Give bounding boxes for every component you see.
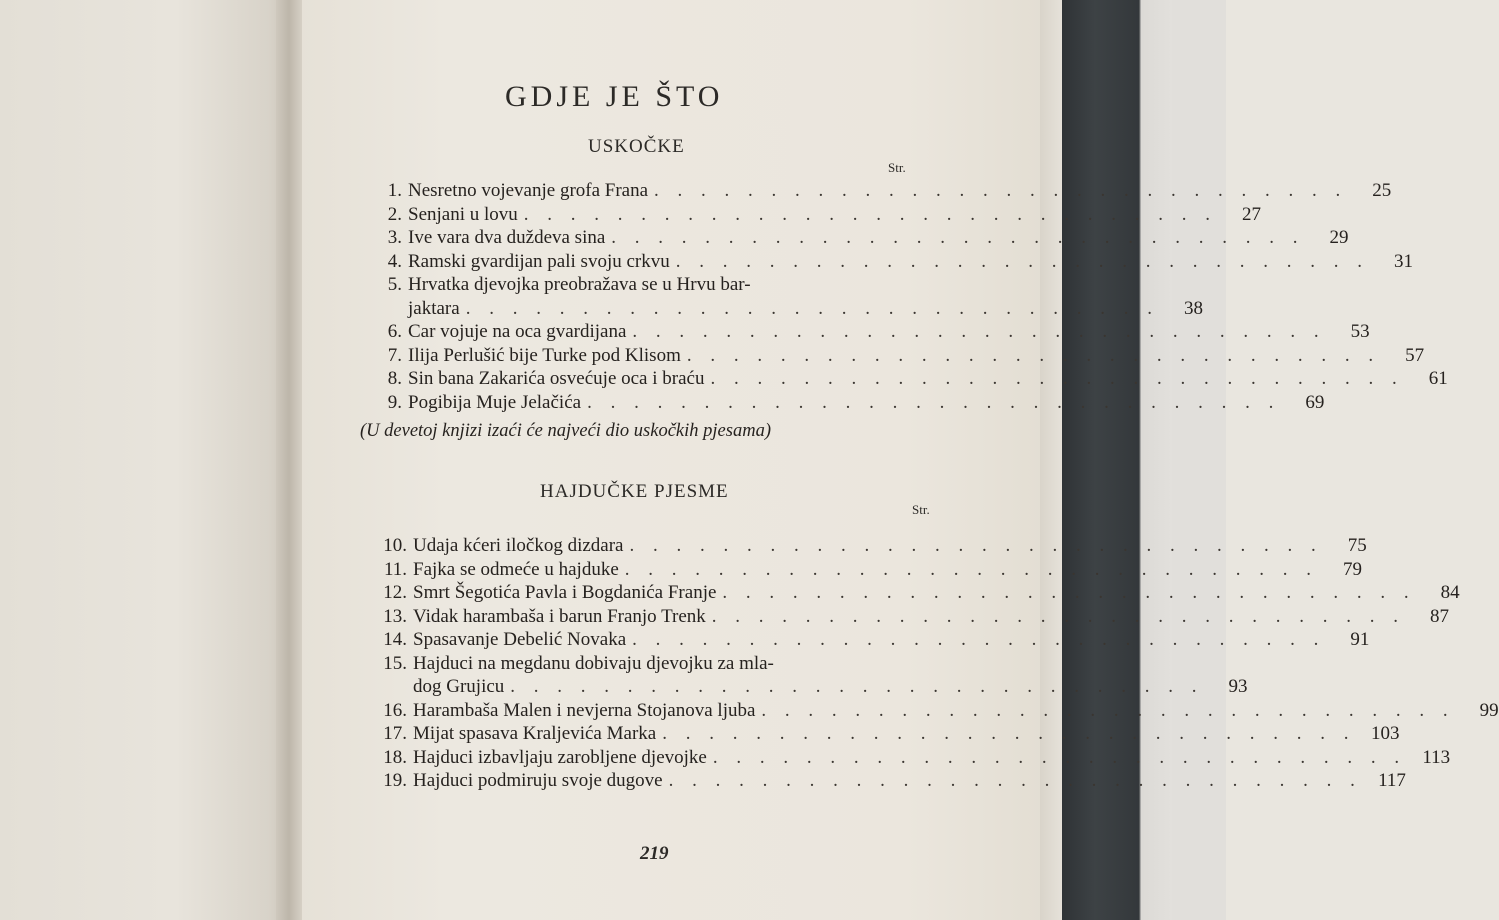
dot-leader: . . . . . . . . . . . . . . . . . . . . . . . . . . . . . .	[624, 558, 1319, 580]
entry-number: 4.	[387, 250, 402, 272]
entry-number: 12.	[383, 582, 407, 603]
dot-leader: . . . . . . . . . . . . . . . . . . . . . . . . . . . . . .	[686, 344, 1381, 366]
dot-leader: . . . . . . . . . . . . . . . . . . . . . . . . . . . . . .	[712, 746, 1407, 768]
entry-number: 11.	[383, 558, 407, 580]
entry-page: 84	[1440, 582, 1460, 603]
entry-title: Ramski gvardijan pali svoju crkvu	[408, 250, 670, 272]
entry-title: Ilija Perlušić bije Turke pod Klisom	[408, 344, 681, 366]
page-column-label: Str.	[888, 160, 906, 175]
toc-entry	[345, 699, 1499, 724]
entry-title: Fajka se odmeće u hajduke	[413, 558, 619, 580]
toc-entry	[345, 535, 1367, 559]
entry-page: 103	[1370, 723, 1400, 744]
entry-page: 87	[1430, 605, 1450, 627]
entry-title: Car vojuje na oca gvardijana	[408, 321, 627, 342]
entry-number: 18.	[383, 746, 407, 768]
book-gutter	[276, 0, 302, 920]
toc-entry	[345, 653, 960, 677]
entry-number: 1.	[387, 180, 402, 201]
toc-entry	[345, 558, 1363, 583]
entry-title: Vidak harambaša i barun Franjo Trenk	[413, 605, 706, 627]
entry-number: 2.	[387, 203, 402, 225]
entry-number: 16.	[383, 699, 407, 721]
toc-list-hajducke	[345, 535, 1499, 794]
entry-title-continued: jaktara	[408, 297, 460, 319]
entry-page: 61	[1428, 368, 1448, 389]
toc-entry	[340, 250, 1413, 275]
entry-number: 14.	[383, 629, 407, 650]
section-heading-uskocke: USKOČKE	[588, 136, 685, 157]
entry-title: Hrvatka djevojka preobražava se u Hrvu bar-	[408, 274, 751, 295]
entry-title: Nesretno vojevanje grofa Frana	[408, 180, 649, 201]
dot-leader: . . . . . . . . . . . . . . . . . . . . . . . . . . . . . .	[587, 391, 1281, 413]
dot-leader: . . . . . . . . . . . . . . . . . . . . . . . . . . . . . .	[632, 321, 1326, 342]
left-page	[0, 0, 292, 920]
entry-title: Senjani u lovu	[408, 203, 518, 225]
toc-entry	[345, 723, 1400, 747]
entry-number: 7.	[387, 344, 402, 366]
entry-page: 53	[1350, 321, 1370, 342]
dot-leader: . . . . . . . . . . . . . . . . . . . . . . . . . . . . . .	[654, 180, 1348, 201]
dot-leader: . . . . . . . . . . . . . . . . . . . . . . . . . . . . . .	[722, 582, 1416, 603]
dot-leader: . . . . . . . . . . . . . . . . . . . . . . . . . . . . . .	[465, 297, 1159, 319]
toc-entry	[345, 605, 1450, 630]
entry-number: 3.	[387, 227, 402, 248]
entry-page: 99	[1479, 699, 1499, 721]
entry-page: 113	[1422, 746, 1451, 768]
toc-entry	[340, 391, 1325, 416]
entry-title: Sin bana Zakarića osvećuje oca i braću	[408, 368, 705, 389]
entry-page: 29	[1329, 227, 1349, 248]
page-column-label: Str.	[912, 502, 930, 517]
section-note: (U devetoj knjizi izaći će najveći dio uskočkih pjesama)	[360, 421, 771, 441]
section-heading-hajducke: HAJDUČKE PJESME	[540, 481, 729, 502]
dot-leader: . . . . . . . . . . . . . . . . . . . . . . . . . . . . . .	[523, 203, 1218, 225]
entry-number: 17.	[383, 723, 407, 744]
toc-entry	[340, 180, 1392, 204]
entry-number: 10.	[383, 535, 407, 556]
entry-title: Hajduci izbavljaju zarobljene djevojke	[413, 746, 707, 768]
entry-title: Mijat spasava Kraljevića Marka	[413, 723, 657, 744]
entry-title: Spasavanje Debelić Novaka	[413, 629, 627, 650]
toc-entry	[345, 746, 1451, 771]
entry-page: 91	[1350, 629, 1370, 650]
toc-entry	[340, 321, 1370, 345]
dot-leader: . . . . . . . . . . . . . . . . . . . . . . . . . . . . . .	[761, 699, 1455, 721]
entry-page: 38	[1183, 297, 1203, 319]
entry-number: 6.	[387, 321, 402, 342]
entry-title: Ive vara dva duždeva sina	[408, 227, 606, 248]
dot-leader: . . . . . . . . . . . . . . . . . . . . . . . . . . . . . .	[510, 676, 1204, 697]
dot-leader: . . . . . . . . . . . . . . . . . . . . . . . . . . . . . .	[632, 629, 1326, 650]
entry-number: 15.	[383, 652, 407, 674]
entry-title: Hajduci podmiruju svoje dugove	[413, 770, 663, 791]
dot-leader: . . . . . . . . . . . . . . . . . . . . . . . . . . . . . .	[662, 723, 1356, 744]
dot-leader: . . . . . . . . . . . . . . . . . . . . . . . . . . . . . .	[675, 250, 1369, 272]
entry-page: 117	[1378, 770, 1406, 791]
dot-leader: . . . . . . . . . . . . . . . . . . . . . . . . . . . . . .	[629, 535, 1323, 556]
entry-page: 27	[1242, 203, 1262, 225]
entry-title-continued: dog Grujicu	[413, 676, 505, 697]
entry-number: 13.	[383, 605, 407, 627]
toc-list-uskocke	[340, 180, 1448, 415]
entry-title: Pogibija Muje Jelačića	[408, 391, 582, 413]
toc-entry	[345, 770, 1406, 794]
entry-number: 5.	[387, 274, 402, 295]
entry-page: 31	[1393, 250, 1413, 272]
toc-entry	[340, 368, 1448, 392]
toc-entry	[340, 227, 1349, 251]
toc-entry	[340, 344, 1425, 369]
toc-entry	[340, 274, 940, 298]
entry-title: Hajduci na megdanu dobivaju djevojku za mla-	[413, 652, 774, 674]
toc-entry	[340, 203, 1262, 228]
entry-page: 93	[1228, 676, 1248, 697]
dot-leader: . . . . . . . . . . . . . . . . . . . . . . . . . . . . . .	[711, 605, 1406, 627]
entry-page: 75	[1347, 535, 1367, 556]
toc-entry	[345, 629, 1370, 653]
dot-leader: . . . . . . . . . . . . . . . . . . . . . . . . . . . . . .	[668, 770, 1362, 791]
entry-page: 57	[1405, 344, 1425, 366]
entry-number: 9.	[387, 391, 402, 413]
dot-leader: . . . . . . . . . . . . . . . . . . . . . . . . . . . . . .	[611, 227, 1305, 248]
entry-page: 25	[1372, 180, 1392, 201]
entry-number: 8.	[387, 368, 402, 389]
entry-page: 69	[1305, 391, 1325, 413]
page-number: 219	[640, 843, 669, 864]
toc-entry-continuation	[340, 297, 1203, 322]
dot-leader: . . . . . . . . . . . . . . . . . . . . . . . . . . . . . .	[710, 368, 1404, 389]
toc-entry-continuation	[345, 676, 1248, 700]
toc-entry	[345, 582, 1460, 606]
entry-number: 19.	[383, 770, 407, 791]
entry-page: 79	[1343, 558, 1363, 580]
entry-title: Harambaša Malen i nevjerna Stojanova ljuba	[413, 699, 756, 721]
entry-title: Udaja kćeri iločkog dizdara	[413, 535, 624, 556]
entry-title: Smrt Šegotića Pavla i Bogdanića Franje	[413, 582, 717, 603]
page-title: GDJE JE ŠTO	[505, 80, 724, 113]
